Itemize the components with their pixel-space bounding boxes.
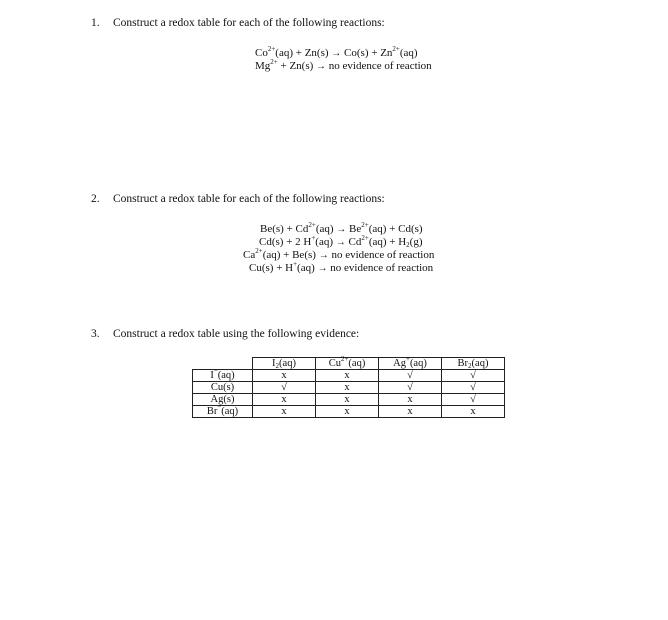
question-2-text: Construct a redox table for each of the following reactions: xyxy=(113,193,385,205)
table-cell: x xyxy=(253,370,316,382)
question-3-text: Construct a redox table using the following evidence: xyxy=(113,328,360,340)
table-cell: √ xyxy=(442,394,505,406)
column-header: $Br_2(aq)$ xyxy=(442,358,505,370)
question-2 xyxy=(91,193,385,205)
arrow-icon: → xyxy=(317,263,328,274)
arrow-icon: → xyxy=(336,224,347,235)
equation: $Be(s) + Cd^{2+}(aq) \to Be^{2+}(aq) + Cd(s)$ xyxy=(260,221,423,235)
equation: Cu(s) + H+(aq) → no evidence of reaction xyxy=(249,260,434,274)
row-header: Ag(s) xyxy=(193,394,253,406)
row-header: Br−(aq) xyxy=(193,406,253,418)
table-cell: x xyxy=(316,382,379,394)
equation: Cd(s) + 2 $H^+(aq) \to Cd^{2+}(aq) + H_2(g)$ xyxy=(259,234,423,249)
equation: $Mg^{2+} + Zn(s)$ → no evidence of reaction xyxy=(255,58,432,72)
table-row xyxy=(193,382,505,394)
question-1-number: 1. xyxy=(91,17,100,29)
table-cell: √ xyxy=(442,370,505,382)
table-row xyxy=(193,394,505,406)
table-cell: x xyxy=(316,394,379,406)
table-header-row xyxy=(193,358,505,370)
question-3 xyxy=(91,328,359,340)
table-cell: x xyxy=(316,406,379,418)
question-2-equations xyxy=(243,223,434,275)
table-cell: √ xyxy=(442,382,505,394)
redox-evidence-table xyxy=(192,357,505,418)
arrow-icon: → xyxy=(331,48,342,59)
question-2-number: 2. xyxy=(91,193,100,205)
table-row xyxy=(193,406,505,418)
table-cell: x xyxy=(253,406,316,418)
question-1-equations xyxy=(255,47,432,73)
table-cell: x xyxy=(316,370,379,382)
table-cell: √ xyxy=(379,382,442,394)
question-1 xyxy=(91,17,385,29)
equation: $Co^{2+}(aq) + Zn(s) \to Co(s) + Zn^{2+}(aq)$ xyxy=(255,45,418,59)
row-header: I−(aq) xyxy=(193,370,253,382)
arrow-icon: → xyxy=(318,250,329,261)
table-cell: x xyxy=(253,394,316,406)
arrow-icon: → xyxy=(335,237,346,248)
table-cell: x xyxy=(442,406,505,418)
column-header: $I_2(aq)$ xyxy=(253,358,316,370)
table-corner xyxy=(193,358,253,370)
equation: $Ca^{2+}(aq) + Be(s)$ → no evidence of reaction xyxy=(243,247,435,261)
column-header: $Cu^{2+}(aq)$ xyxy=(316,358,379,370)
question-3-number: 3. xyxy=(91,328,100,340)
table-cell: x xyxy=(379,394,442,406)
row-header: Cu(s) xyxy=(193,382,253,394)
column-header: Ag+(aq) xyxy=(379,358,442,370)
table-row xyxy=(193,370,505,382)
arrow-icon: → xyxy=(316,61,327,72)
table-cell: √ xyxy=(253,382,316,394)
question-1-text: Construct a redox table for each of the following reactions: xyxy=(113,17,385,29)
table-cell: x xyxy=(379,406,442,418)
table-cell: √ xyxy=(379,370,442,382)
